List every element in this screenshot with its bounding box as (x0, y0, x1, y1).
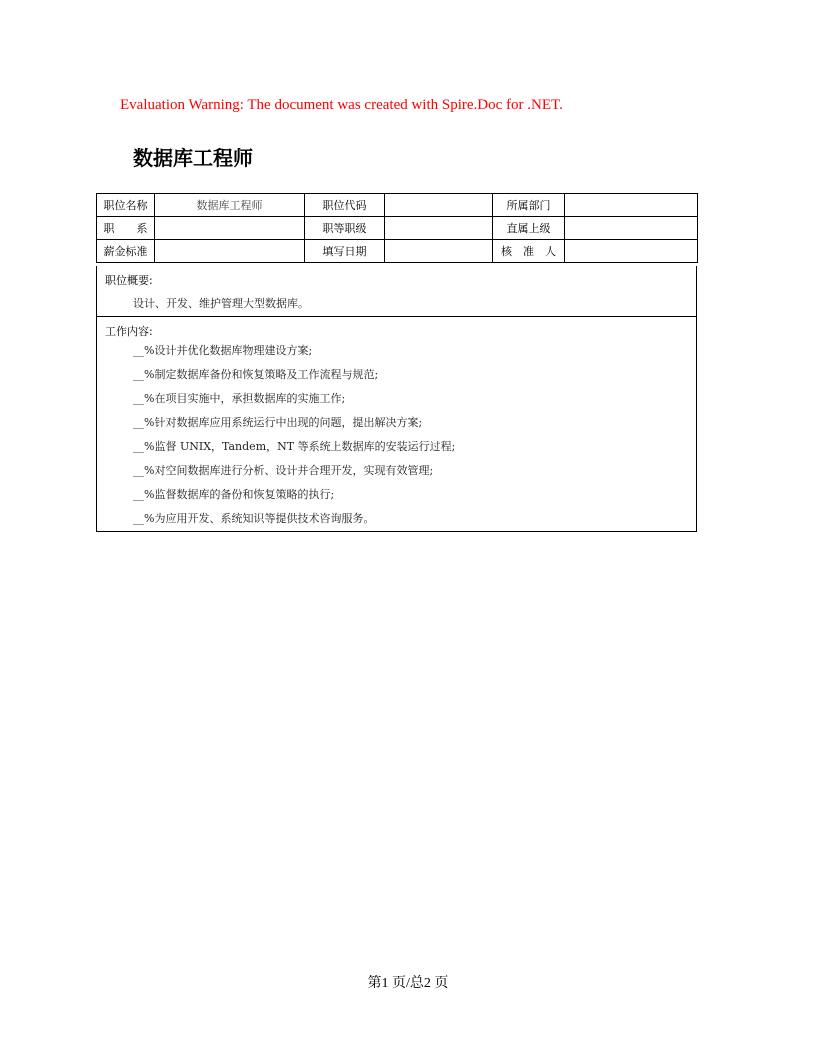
list-item: __%制定数据库备份和恢复策略及工作流程与规范; (133, 368, 379, 381)
label-department: 所属部门 (493, 194, 565, 217)
label-approver: 核 准 人 (493, 240, 565, 263)
position-summary-section (96, 266, 697, 317)
value-position-code (385, 194, 493, 217)
label-position-name: 职位名称 (97, 194, 155, 217)
value-job-grade (385, 217, 493, 240)
label-fill-date: 填写日期 (305, 240, 385, 263)
table-row (97, 217, 698, 240)
list-item: __%监督 UNIX，Tandem，NT 等系统上数据库的安装运行过程; (133, 440, 456, 453)
value-job-series (155, 217, 305, 240)
duty-list (133, 344, 455, 536)
label-salary: 薪金标准 (97, 240, 155, 263)
table-row (97, 240, 698, 263)
label-supervisor: 直属上级 (493, 217, 565, 240)
document-title: 数据库工程师 (133, 146, 253, 170)
label-position-code: 职位代码 (305, 194, 385, 217)
list-item: __%对空间数据库进行分析、设计并合理开发，实现有效管理; (133, 464, 434, 477)
summary-text: 设计、开发、维护管理大型数据库。 (133, 297, 309, 310)
list-item: __%监督数据库的备份和恢复策略的执行; (133, 488, 335, 501)
list-item: __%为应用开发、系统知识等提供技术咨询服务。 (133, 512, 375, 525)
duties-heading: 工作内容: (105, 325, 153, 338)
evaluation-warning: Evaluation Warning: The document was created with Spire.Doc for .NET. (120, 97, 563, 113)
value-supervisor (565, 217, 698, 240)
list-item: __%设计并优化数据库物理建设方案; (133, 344, 313, 357)
value-position-name: 数据库工程师 (155, 194, 305, 217)
job-info-table (96, 193, 698, 263)
list-item: __%在项目实施中，承担数据库的实施工作; (133, 392, 346, 405)
label-job-grade: 职等职级 (305, 217, 385, 240)
value-approver (565, 240, 698, 263)
summary-heading: 职位概要: (105, 274, 153, 287)
value-fill-date (385, 240, 493, 263)
page-footer: 第1 页/总2 页 (367, 976, 449, 991)
label-job-series: 职 系 (97, 217, 155, 240)
table-row (97, 194, 698, 217)
value-salary (155, 240, 305, 263)
job-duties-section (96, 317, 697, 532)
value-department (565, 194, 698, 217)
list-item: __%针对数据库应用系统运行中出现的问题，提出解决方案; (133, 416, 423, 429)
